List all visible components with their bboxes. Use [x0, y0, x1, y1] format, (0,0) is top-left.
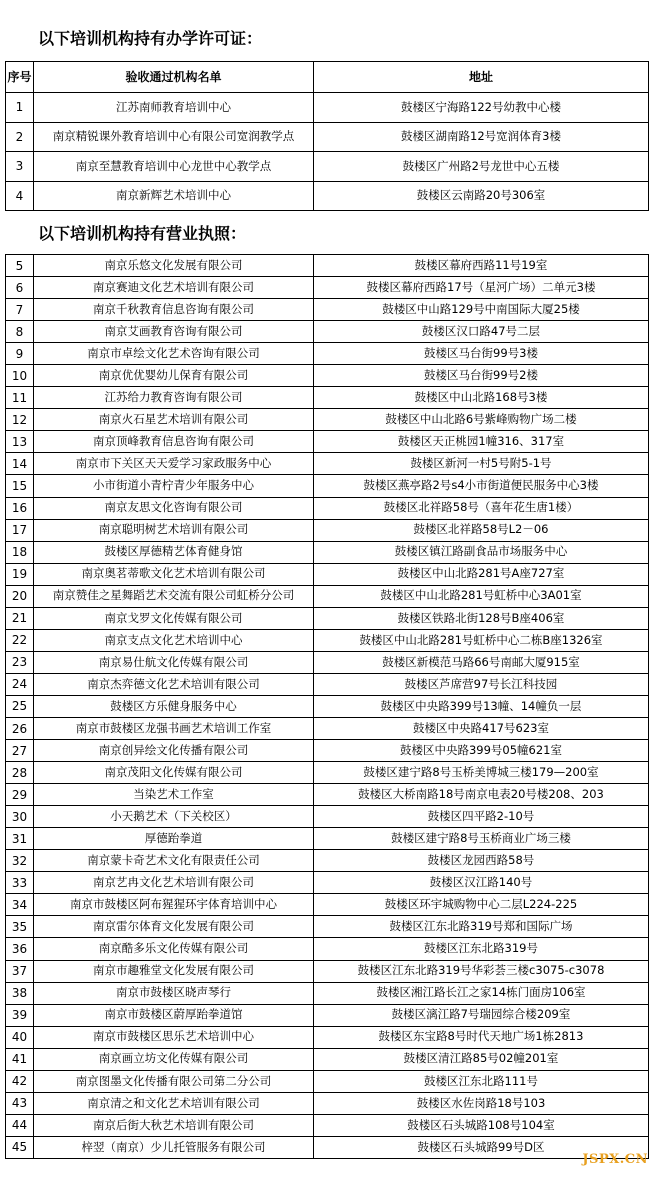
- table-row: [6, 122, 649, 152]
- cell-address: 鼓楼区中央路399号13幢、14幢负一层: [314, 695, 649, 717]
- table-row: [6, 960, 649, 982]
- table-row: [6, 894, 649, 916]
- cell-name: 南京优优婴幼儿保育有限公司: [34, 365, 314, 387]
- cell-name: 小市街道小青柠青少年服务中心: [34, 475, 314, 497]
- cell-address: 鼓楼区中山路129号中南国际大厦25楼: [314, 299, 649, 321]
- cell-name: 南京顶峰教育信息咨询有限公司: [34, 431, 314, 453]
- table-row: [6, 409, 649, 431]
- cell-no: 30: [6, 806, 34, 828]
- cell-name: 厚德跆拳道: [34, 828, 314, 850]
- table-row: [6, 387, 649, 409]
- table-row: [6, 784, 649, 806]
- cell-address: 鼓楼区新模范马路66号南邮大厦915室: [314, 651, 649, 673]
- table-row: [6, 717, 649, 739]
- cell-name: 南京杰弈德文化艺术培训有限公司: [34, 673, 314, 695]
- cell-no: 7: [6, 299, 34, 321]
- cell-address: 鼓楼区中央路417号623室: [314, 717, 649, 739]
- cell-no: 35: [6, 916, 34, 938]
- cell-name: 南京火石星艺术培训有限公司: [34, 409, 314, 431]
- cell-no: 17: [6, 519, 34, 541]
- cell-name: 南京清之和文化艺术培训有限公司: [34, 1092, 314, 1114]
- cell-no: 11: [6, 387, 34, 409]
- cell-no: 16: [6, 497, 34, 519]
- cell-address: 鼓楼区江东北路319号郑和国际广场: [314, 916, 649, 938]
- cell-no: 21: [6, 607, 34, 629]
- cell-no: 10: [6, 365, 34, 387]
- cell-no: 2: [6, 122, 34, 152]
- cell-no: 3: [6, 152, 34, 182]
- cell-no: 45: [6, 1136, 34, 1158]
- table-row: [6, 982, 649, 1004]
- cell-address: 鼓楼区铁路北街128号B座406室: [314, 607, 649, 629]
- cell-address: 鼓楼区水佐岗路18号103: [314, 1092, 649, 1114]
- cell-name: 南京新辉艺术培训中心: [34, 181, 314, 211]
- table-row: [6, 321, 649, 343]
- cell-address: 鼓楼区湘江路长江之家14栋门面房106室: [314, 982, 649, 1004]
- table-row: [6, 1026, 649, 1048]
- table-row: [6, 938, 649, 960]
- cell-no: 39: [6, 1004, 34, 1026]
- header-name: 验收通过机构名单: [34, 62, 314, 93]
- cell-address: 鼓楼区云南路20号306室: [314, 181, 649, 211]
- cell-address: 鼓楼区中山北路281号虹桥中心3A01室: [314, 585, 649, 607]
- cell-name: 南京市鼓楼区蔚厚跆拳道馆: [34, 1004, 314, 1026]
- cell-address: 鼓楼区燕亭路2号s4小市街道便民服务中心3楼: [314, 475, 649, 497]
- table-row: [6, 152, 649, 182]
- cell-name: 南京赛迪文化艺术培训有限公司: [34, 277, 314, 299]
- cell-address: 鼓楼区新河一村5号附5-1号: [314, 453, 649, 475]
- cell-name: 南京后街大秋艺术培训有限公司: [34, 1114, 314, 1136]
- cell-address: 鼓楼区龙园西路58号: [314, 850, 649, 872]
- cell-name: 鼓楼区方乐健身服务中心: [34, 695, 314, 717]
- cell-no: 38: [6, 982, 34, 1004]
- table-row: [6, 607, 649, 629]
- cell-name: 南京至慧教育培训中心龙世中心教学点: [34, 152, 314, 182]
- table-row: [6, 1114, 649, 1136]
- cell-no: 32: [6, 850, 34, 872]
- cell-address: 鼓楼区湖南路12号宽润体育3楼: [314, 122, 649, 152]
- cell-no: 4: [6, 181, 34, 211]
- cell-address: 鼓楼区中山北路281号虹桥中心二栋B座1326室: [314, 629, 649, 651]
- cell-name: 南京易仕航文化传媒有限公司: [34, 651, 314, 673]
- licensed-institutions-table: [5, 61, 649, 211]
- cell-name: 南京市鼓楼区阿布猩猩环宇体育培训中心: [34, 894, 314, 916]
- cell-no: 24: [6, 673, 34, 695]
- cell-no: 26: [6, 717, 34, 739]
- cell-name: 南京赞佳之星舞蹈艺术交流有限公司虹桥分公司: [34, 585, 314, 607]
- cell-name: 南京蒙卡奇艺术文化有限责任公司: [34, 850, 314, 872]
- cell-no: 22: [6, 629, 34, 651]
- cell-no: 42: [6, 1070, 34, 1092]
- cell-no: 41: [6, 1048, 34, 1070]
- cell-no: 19: [6, 563, 34, 585]
- cell-address: 鼓楼区幕府西路11号19室: [314, 255, 649, 277]
- cell-name: 梓翌（南京）少儿托管服务有限公司: [34, 1136, 314, 1158]
- cell-address: 鼓楼区芦席营97号长江科技园: [314, 673, 649, 695]
- cell-no: 15: [6, 475, 34, 497]
- table-row: [6, 585, 649, 607]
- cell-no: 40: [6, 1026, 34, 1048]
- table-row: [6, 916, 649, 938]
- cell-address: 鼓楼区漓江路7号瑞园综合楼209室: [314, 1004, 649, 1026]
- cell-no: 13: [6, 431, 34, 453]
- table-row: [6, 299, 649, 321]
- table-row: [6, 872, 649, 894]
- cell-name: 当染艺术工作室: [34, 784, 314, 806]
- cell-name: 南京精锐课外教育培训中心有限公司宽润教学点: [34, 122, 314, 152]
- cell-no: 34: [6, 894, 34, 916]
- cell-address: 鼓楼区建宁路8号玉桥商业广场三楼: [314, 828, 649, 850]
- cell-name: 南京友思文化咨询有限公司: [34, 497, 314, 519]
- table-row: [6, 497, 649, 519]
- cell-address: 鼓楼区四平路2-10号: [314, 806, 649, 828]
- section1-heading: 以下培训机构持有办学许可证：: [38, 29, 263, 48]
- cell-name: 南京艾画教育咨询有限公司: [34, 321, 314, 343]
- cell-name: 江苏给力教育咨询有限公司: [34, 387, 314, 409]
- cell-name: 南京奥茗蒂歌文化艺术培训有限公司: [34, 563, 314, 585]
- cell-name: 南京酷多乐文化传媒有限公司: [34, 938, 314, 960]
- cell-address: 鼓楼区中山北路6号紫峰购物广场二楼: [314, 409, 649, 431]
- cell-name: 南京市鼓楼区龙强书画艺术培训工作室: [34, 717, 314, 739]
- cell-address: 鼓楼区汉江路140号: [314, 872, 649, 894]
- cell-no: 8: [6, 321, 34, 343]
- table-row: [6, 181, 649, 211]
- cell-name: 小天鹅艺术（下关校区）: [34, 806, 314, 828]
- cell-address: 鼓楼区宁海路122号幼教中心楼: [314, 93, 649, 123]
- cell-name: 南京聪明树艺术培训有限公司: [34, 519, 314, 541]
- business-license-table: [5, 254, 649, 1159]
- table-row: [6, 343, 649, 365]
- table-row: [6, 850, 649, 872]
- header-address: 地址: [314, 62, 649, 93]
- table-row: [6, 1136, 649, 1158]
- cell-name: 南京雷尔体育文化发展有限公司: [34, 916, 314, 938]
- cell-no: 1: [6, 93, 34, 123]
- cell-name: 南京图墨文化传播有限公司第二分公司: [34, 1070, 314, 1092]
- table-row: [6, 541, 649, 563]
- cell-address: 鼓楼区中央路399号05幢621室: [314, 740, 649, 762]
- cell-address: 鼓楼区汉口路47号二层: [314, 321, 649, 343]
- cell-name: 江苏南师教育培训中心: [34, 93, 314, 123]
- header-no: 序号: [6, 62, 34, 93]
- cell-address: 鼓楼区环宇城购物中心二层L224-225: [314, 894, 649, 916]
- table-row: [6, 365, 649, 387]
- cell-address: 鼓楼区天正桃园1幢316、317室: [314, 431, 649, 453]
- table-row: [6, 563, 649, 585]
- cell-address: 鼓楼区石头城路99号D区: [314, 1136, 649, 1158]
- cell-no: 31: [6, 828, 34, 850]
- table-row: [6, 1070, 649, 1092]
- cell-no: 12: [6, 409, 34, 431]
- table-row: [6, 1004, 649, 1026]
- cell-address: 鼓楼区石头城路108号104室: [314, 1114, 649, 1136]
- cell-no: 20: [6, 585, 34, 607]
- watermark-logo: JSPX.CN: [582, 1152, 648, 1167]
- cell-address: 鼓楼区江东北路319号华彩荟三楼c3075-c3078: [314, 960, 649, 982]
- cell-no: 18: [6, 541, 34, 563]
- table-row: [6, 453, 649, 475]
- cell-name: 南京市趣雅堂文化发展有限公司: [34, 960, 314, 982]
- cell-name: 南京市鼓楼区晓声琴行: [34, 982, 314, 1004]
- table-row: [6, 277, 649, 299]
- cell-no: 25: [6, 695, 34, 717]
- cell-name: 南京创异绘文化传播有限公司: [34, 740, 314, 762]
- table-row: [6, 762, 649, 784]
- cell-no: 44: [6, 1114, 34, 1136]
- cell-address: 鼓楼区广州路2号龙世中心五楼: [314, 152, 649, 182]
- cell-name: 南京千秋教育信息咨询有限公司: [34, 299, 314, 321]
- cell-name: 南京市鼓楼区思乐艺术培训中心: [34, 1026, 314, 1048]
- cell-no: 14: [6, 453, 34, 475]
- table-row: [6, 1048, 649, 1070]
- cell-address: 鼓楼区江东北路319号: [314, 938, 649, 960]
- cell-address: 鼓楼区马台街99号2楼: [314, 365, 649, 387]
- table-row: [6, 740, 649, 762]
- cell-no: 6: [6, 277, 34, 299]
- cell-name: 南京市卓绘文化艺术咨询有限公司: [34, 343, 314, 365]
- cell-name: 鼓楼区厚德精艺体育健身馆: [34, 541, 314, 563]
- cell-address: 鼓楼区北祥路58号L2－06: [314, 519, 649, 541]
- cell-address: 鼓楼区北祥路58号（喜年花生唐1楼）: [314, 497, 649, 519]
- section2-heading: 以下培训机构持有营业执照：: [38, 224, 247, 243]
- cell-address: 鼓楼区中山北路168号3楼: [314, 387, 649, 409]
- cell-no: 36: [6, 938, 34, 960]
- cell-address: 鼓楼区建宁路8号玉桥美博城三楼179—200室: [314, 762, 649, 784]
- cell-name: 南京支点文化艺术培训中心: [34, 629, 314, 651]
- table-row: [6, 475, 649, 497]
- cell-no: 29: [6, 784, 34, 806]
- cell-no: 23: [6, 651, 34, 673]
- table-row: [6, 806, 649, 828]
- table-header-row: [6, 62, 649, 93]
- table-row: [6, 431, 649, 453]
- table-row: [6, 828, 649, 850]
- cell-name: 南京市下关区天天爱学习家政服务中心: [34, 453, 314, 475]
- table-row: [6, 255, 649, 277]
- table-row: [6, 1092, 649, 1114]
- cell-address: 鼓楼区马台街99号3楼: [314, 343, 649, 365]
- table-row: [6, 651, 649, 673]
- cell-no: 33: [6, 872, 34, 894]
- cell-no: 5: [6, 255, 34, 277]
- cell-address: 鼓楼区大桥南路18号南京电表20号楼208、203: [314, 784, 649, 806]
- table-row: [6, 519, 649, 541]
- cell-name: 南京画立坊文化传媒有限公司: [34, 1048, 314, 1070]
- table-row: [6, 673, 649, 695]
- cell-name: 南京戈罗文化传媒有限公司: [34, 607, 314, 629]
- cell-address: 鼓楼区东宝路8号时代天地广场1栋2813: [314, 1026, 649, 1048]
- table-row: [6, 629, 649, 651]
- cell-name: 南京艺冉文化艺术培训有限公司: [34, 872, 314, 894]
- cell-name: 南京茂阳文化传媒有限公司: [34, 762, 314, 784]
- table-row: [6, 695, 649, 717]
- cell-no: 27: [6, 740, 34, 762]
- cell-no: 28: [6, 762, 34, 784]
- cell-address: 鼓楼区幕府西路17号（星河广场）二单元3楼: [314, 277, 649, 299]
- cell-address: 鼓楼区镇江路副食品市场服务中心: [314, 541, 649, 563]
- cell-no: 43: [6, 1092, 34, 1114]
- cell-address: 鼓楼区江东北路111号: [314, 1070, 649, 1092]
- table-row: [6, 93, 649, 123]
- cell-name: 南京乐悠文化发展有限公司: [34, 255, 314, 277]
- cell-address: 鼓楼区中山北路281号A座727室: [314, 563, 649, 585]
- cell-no: 9: [6, 343, 34, 365]
- cell-no: 37: [6, 960, 34, 982]
- cell-address: 鼓楼区清江路85号02幢201室: [314, 1048, 649, 1070]
